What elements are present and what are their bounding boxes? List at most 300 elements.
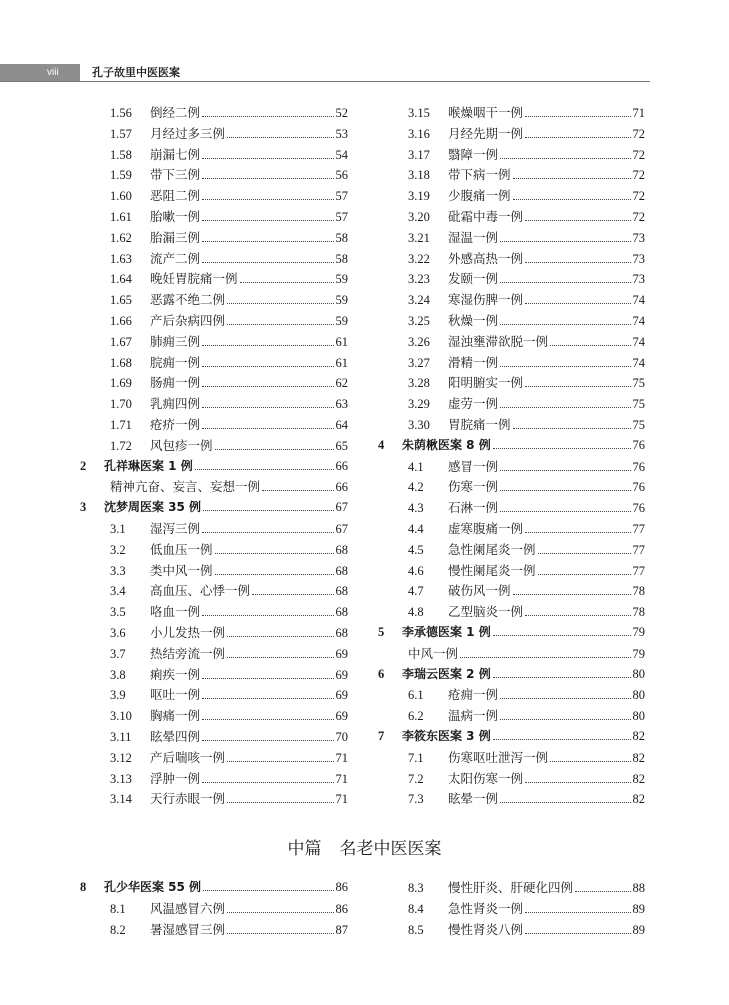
toc-entry[interactable] xyxy=(80,748,348,769)
toc-entry[interactable] xyxy=(80,249,348,270)
toc-entry[interactable] xyxy=(378,394,645,415)
entry-number: 3.15 xyxy=(408,106,430,120)
entry-title: 痢疾一例 xyxy=(150,666,201,682)
entry-number: 1.72 xyxy=(110,438,132,453)
entry-number: 3.21 xyxy=(408,230,430,245)
toc-entry[interactable] xyxy=(378,498,645,519)
entry-title: 李承德医案 1 例 xyxy=(402,624,491,639)
entry-number: 6.1 xyxy=(408,688,424,703)
entry-number: 4.5 xyxy=(408,542,424,557)
dot-leader xyxy=(203,510,333,511)
entry-number: 3.14 xyxy=(110,792,132,807)
entry-page-number: 66 xyxy=(335,458,348,473)
entry-page-number: 68 xyxy=(335,542,348,557)
entry-page-number: 71 xyxy=(335,750,348,765)
entry-number: 7.2 xyxy=(408,771,424,786)
entry-number: 3.5 xyxy=(110,605,126,620)
entry-number: 7.3 xyxy=(408,792,424,807)
dot-leader xyxy=(215,553,334,554)
toc-entry[interactable] xyxy=(80,602,348,623)
toc-entry[interactable] xyxy=(80,228,348,249)
entry-number: 4.4 xyxy=(408,521,424,536)
entry-number: 1.69 xyxy=(110,376,132,391)
entry-number: 3.24 xyxy=(408,293,430,308)
entry-number: 8.1 xyxy=(110,901,126,916)
dot-leader xyxy=(202,116,333,117)
entry-page-number: 80 xyxy=(632,688,645,703)
entry-title: 寒湿伤脾一例 xyxy=(448,292,524,308)
entry-title: 急性肾炎一例 xyxy=(448,900,524,916)
entry-page-number: 77 xyxy=(632,542,645,557)
entry-title: 流产二例 xyxy=(150,250,201,266)
toc-entry[interactable] xyxy=(378,540,645,561)
book-title: 孔子故里中医医案 xyxy=(92,66,180,79)
entry-number: 3.9 xyxy=(110,688,126,703)
dot-leader xyxy=(500,158,630,159)
toc-entry[interactable] xyxy=(80,540,348,561)
entry-page-number: 71 xyxy=(632,106,645,120)
entry-title: 慢性阑尾炎一例 xyxy=(448,562,536,578)
entry-number: 7.1 xyxy=(408,750,424,765)
toc-entry[interactable] xyxy=(378,644,645,665)
entry-title: 虚劳一例 xyxy=(448,396,499,412)
dot-leader xyxy=(525,782,630,783)
entry-title: 恶露不绝二例 xyxy=(150,292,226,308)
toc-column-bottom-left xyxy=(80,878,348,940)
toc-entry[interactable] xyxy=(80,769,348,790)
dot-leader xyxy=(203,890,333,891)
entry-number: 3.2 xyxy=(110,542,126,557)
entry-number: 3.26 xyxy=(408,334,430,349)
entry-number: 7 xyxy=(378,728,385,743)
toc-entry[interactable] xyxy=(80,706,348,727)
dot-leader xyxy=(500,719,630,720)
entry-number: 4.6 xyxy=(408,563,424,578)
toc-entry[interactable] xyxy=(80,644,348,665)
toc-entry[interactable] xyxy=(80,165,348,186)
dot-leader xyxy=(202,386,333,387)
entry-page-number: 59 xyxy=(335,272,348,287)
toc-entry[interactable] xyxy=(378,769,645,790)
entry-page-number: 76 xyxy=(632,480,645,495)
toc-entry[interactable] xyxy=(378,353,645,374)
toc-entry[interactable] xyxy=(378,706,645,727)
entry-number: 3 xyxy=(80,500,87,515)
entry-number: 3.13 xyxy=(110,771,132,786)
entry-title: 崩漏七例 xyxy=(150,146,201,162)
entry-title: 慢性肝炎、肝硬化四例 xyxy=(448,880,574,895)
dot-leader xyxy=(202,428,333,429)
entry-page-number: 72 xyxy=(632,209,645,224)
toc-entry[interactable] xyxy=(378,748,645,769)
entry-title: 孔少华医案 55 例 xyxy=(104,880,202,894)
toc-entry[interactable] xyxy=(80,124,348,145)
toc-entry[interactable] xyxy=(378,519,645,540)
entry-title: 肺痈三例 xyxy=(150,333,201,349)
entry-page-number: 80 xyxy=(632,666,645,681)
entry-number: 1.62 xyxy=(110,230,132,245)
entry-page-number: 77 xyxy=(632,521,645,536)
entry-page-number: 68 xyxy=(335,605,348,620)
entry-title: 脘痈一例 xyxy=(150,354,201,370)
entry-page-number: 71 xyxy=(335,771,348,786)
toc-entry[interactable] xyxy=(378,581,645,602)
entry-number: 8.4 xyxy=(408,901,424,916)
entry-title: 湿温一例 xyxy=(448,229,499,245)
toc-entry[interactable] xyxy=(80,665,348,686)
toc-entry[interactable] xyxy=(80,311,348,332)
entry-title: 虚寒腹痛一例 xyxy=(448,520,524,536)
entry-page-number: 73 xyxy=(632,230,645,245)
entry-page-number: 58 xyxy=(335,230,348,245)
entry-page-number: 89 xyxy=(632,901,645,916)
entry-page-number: 75 xyxy=(632,376,645,391)
dot-leader xyxy=(202,241,333,242)
toc-entry[interactable] xyxy=(80,581,348,602)
dot-leader xyxy=(240,282,334,283)
toc-entry[interactable] xyxy=(80,561,348,582)
dot-leader xyxy=(227,324,333,325)
entry-page-number: 79 xyxy=(632,646,645,661)
entry-title: 产后杂病四例 xyxy=(150,312,226,328)
toc-chapter-entry[interactable] xyxy=(378,665,645,686)
entry-title: 中风一例 xyxy=(408,645,459,661)
toc-entry[interactable] xyxy=(80,145,348,166)
entry-page-number: 74 xyxy=(632,293,645,308)
entry-number: 3.4 xyxy=(110,584,126,599)
entry-page-number: 88 xyxy=(632,881,645,895)
part-title: 名老中医医案 xyxy=(339,839,442,859)
dot-leader xyxy=(513,594,631,595)
entry-page-number: 79 xyxy=(632,624,645,639)
toc-chapter-entry[interactable] xyxy=(80,878,348,899)
entry-title: 石淋一例 xyxy=(448,500,499,516)
entry-page-number: 80 xyxy=(632,709,645,724)
toc-entry[interactable] xyxy=(80,415,348,436)
dot-leader xyxy=(500,698,630,699)
dot-leader xyxy=(513,178,631,179)
toc-column-right xyxy=(378,103,645,810)
dot-leader xyxy=(500,490,630,491)
dot-leader xyxy=(202,345,333,346)
entry-title: 眩晕四例 xyxy=(150,728,201,744)
entry-page-number: 70 xyxy=(335,729,348,744)
entry-number: 3.3 xyxy=(110,563,126,578)
dot-leader xyxy=(525,532,630,533)
entry-title: 少腹痛一例 xyxy=(448,188,511,204)
dot-leader xyxy=(500,366,630,367)
entry-page-number: 64 xyxy=(335,417,348,432)
dot-leader xyxy=(538,553,631,554)
entry-page-number: 61 xyxy=(335,355,348,370)
entry-title: 呕吐一例 xyxy=(150,687,201,703)
entry-number: 3.6 xyxy=(110,625,126,640)
toc-entry[interactable] xyxy=(378,249,645,270)
entry-page-number: 82 xyxy=(632,771,645,786)
entry-title: 眩晕一例 xyxy=(448,791,499,807)
toc-entry[interactable] xyxy=(378,477,645,498)
toc-entry[interactable] xyxy=(378,186,645,207)
toc-entry[interactable] xyxy=(378,228,645,249)
toc-entry[interactable] xyxy=(80,207,348,228)
entry-title: 小儿发热一例 xyxy=(150,624,226,640)
entry-page-number: 73 xyxy=(632,272,645,287)
entry-page-number: 82 xyxy=(632,728,645,743)
entry-page-number: 72 xyxy=(632,147,645,162)
entry-number: 1.67 xyxy=(110,334,132,349)
toc-entry[interactable] xyxy=(80,899,348,920)
entry-number: 4.3 xyxy=(408,501,424,516)
entry-title: 秋燥一例 xyxy=(448,312,499,328)
entry-number: 1.68 xyxy=(110,355,132,370)
entry-title: 胸痛一例 xyxy=(150,708,201,724)
entry-title: 疮疥一例 xyxy=(150,416,201,432)
part-heading xyxy=(0,834,729,859)
entry-number: 3.29 xyxy=(408,397,430,412)
dot-leader xyxy=(500,241,630,242)
toc-entry[interactable] xyxy=(378,165,645,186)
entry-page-number: 68 xyxy=(335,563,348,578)
page-header xyxy=(0,64,650,81)
dot-leader xyxy=(252,594,333,595)
entry-page-number: 75 xyxy=(632,397,645,412)
toc-column-left xyxy=(80,103,348,810)
page-number-tab xyxy=(0,64,80,81)
entry-page-number: 86 xyxy=(335,901,348,916)
dot-leader xyxy=(202,199,333,200)
toc-entry[interactable] xyxy=(378,685,645,706)
dot-leader xyxy=(202,532,333,533)
dot-leader xyxy=(202,740,333,741)
dot-leader xyxy=(202,698,333,699)
entry-title: 精神亢奋、妄言、妄想一例 xyxy=(110,479,261,495)
dot-leader xyxy=(493,635,631,636)
header-rule xyxy=(0,81,650,82)
entry-page-number: 78 xyxy=(632,584,645,599)
entry-page-number: 57 xyxy=(335,189,348,204)
toc-entry[interactable] xyxy=(378,145,645,166)
toc-entry[interactable] xyxy=(80,394,348,415)
toc-entry[interactable] xyxy=(80,477,348,498)
entry-number: 3.12 xyxy=(110,750,132,765)
entry-number: 1.61 xyxy=(110,209,132,224)
toc-entry[interactable] xyxy=(80,920,348,941)
entry-page-number: 75 xyxy=(632,417,645,432)
dot-leader xyxy=(525,386,630,387)
entry-number: 5 xyxy=(378,624,385,639)
entry-number: 3.22 xyxy=(408,251,430,266)
toc-entry[interactable] xyxy=(378,103,645,124)
toc-entry[interactable] xyxy=(378,789,645,810)
entry-number: 2 xyxy=(80,458,87,473)
toc-chapter-entry[interactable] xyxy=(80,498,348,519)
entry-number: 3.23 xyxy=(408,272,430,287)
entry-title: 湿浊壅滞欲脱一例 xyxy=(448,333,549,349)
entry-page-number: 72 xyxy=(632,168,645,183)
toc-entry[interactable] xyxy=(80,290,348,311)
entry-page-number: 69 xyxy=(335,646,348,661)
toc-entry[interactable] xyxy=(378,269,645,290)
toc-entry[interactable] xyxy=(378,561,645,582)
entry-number: 3.16 xyxy=(408,126,430,141)
toc-entry[interactable] xyxy=(378,899,645,920)
toc-entry[interactable] xyxy=(378,920,645,941)
toc-entry[interactable] xyxy=(80,373,348,394)
entry-title: 产后喘咳一例 xyxy=(150,749,226,765)
dot-leader xyxy=(202,178,333,179)
entry-number: 3.25 xyxy=(408,313,430,328)
dot-leader xyxy=(525,116,630,117)
dot-leader xyxy=(493,739,631,740)
entry-title: 高血压、心悸一例 xyxy=(150,583,251,599)
entry-page-number: 59 xyxy=(335,313,348,328)
entry-number: 3.11 xyxy=(110,729,132,744)
entry-title: 暑湿感冒三例 xyxy=(150,921,226,937)
dot-leader xyxy=(227,303,333,304)
entry-title: 带下病一例 xyxy=(448,167,511,183)
entry-title: 晚妊胃脘痛一例 xyxy=(150,271,238,287)
dot-leader xyxy=(227,657,333,658)
toc-entry[interactable] xyxy=(80,332,348,353)
entry-title: 浮肿一例 xyxy=(150,770,201,786)
dot-leader xyxy=(550,761,630,762)
toc-entry[interactable] xyxy=(80,436,348,457)
entry-number: 1.59 xyxy=(110,168,132,183)
toc-chapter-entry[interactable] xyxy=(378,623,645,644)
toc-entry[interactable] xyxy=(80,103,348,124)
dot-leader xyxy=(525,933,630,934)
entry-title: 风温感冒六例 xyxy=(150,900,226,916)
dot-leader xyxy=(202,782,333,783)
entry-page-number: 69 xyxy=(335,688,348,703)
toc-entry[interactable] xyxy=(378,311,645,332)
toc-entry[interactable] xyxy=(378,332,645,353)
entry-title: 伤寒一例 xyxy=(448,479,499,495)
dot-leader xyxy=(500,470,630,471)
entry-title: 孔祥琳医案 1 例 xyxy=(104,458,193,473)
toc-entry[interactable] xyxy=(378,124,645,145)
toc-entry[interactable] xyxy=(378,290,645,311)
dot-leader xyxy=(525,303,630,304)
toc-entry[interactable] xyxy=(378,602,645,623)
page-number: viii xyxy=(47,67,59,78)
entry-number: 4 xyxy=(378,437,385,452)
entry-page-number: 68 xyxy=(335,584,348,599)
entry-title: 肠痈一例 xyxy=(150,375,201,391)
entry-title: 热结旁流一例 xyxy=(150,645,226,661)
entry-title: 胎漏三例 xyxy=(150,229,201,245)
entry-page-number: 59 xyxy=(335,293,348,308)
entry-title: 沈梦周医案 35 例 xyxy=(104,500,202,515)
entry-number: 3.8 xyxy=(110,667,126,682)
entry-page-number: 76 xyxy=(632,437,645,452)
entry-page-number: 57 xyxy=(335,209,348,224)
dot-leader xyxy=(202,366,333,367)
entry-title: 李筱东医案 3 例 xyxy=(402,728,491,743)
toc-entry[interactable] xyxy=(80,789,348,810)
toc-column-bottom-right xyxy=(378,878,645,940)
entry-page-number: 67 xyxy=(335,500,348,515)
entry-page-number: 54 xyxy=(335,147,348,162)
entry-page-number: 63 xyxy=(335,397,348,412)
dot-leader xyxy=(195,469,334,470)
entry-title: 阳明腑实一例 xyxy=(448,375,524,391)
entry-title: 月经先期一例 xyxy=(448,125,524,141)
entry-title: 疮痈一例 xyxy=(448,687,499,703)
entry-number: 1.56 xyxy=(110,106,132,120)
toc-entry[interactable] xyxy=(378,415,645,436)
toc-entry[interactable] xyxy=(80,623,348,644)
toc-entry[interactable] xyxy=(378,207,645,228)
dot-leader xyxy=(538,574,631,575)
dot-leader xyxy=(493,448,631,449)
entry-title: 朱荫楸医案 8 例 xyxy=(402,437,491,452)
entry-number: 6 xyxy=(378,666,385,681)
dot-leader xyxy=(202,407,333,408)
entry-page-number: 72 xyxy=(632,189,645,204)
entry-page-number: 78 xyxy=(632,605,645,620)
entry-number: 3.27 xyxy=(408,355,430,370)
toc-entry[interactable] xyxy=(378,878,645,899)
dot-leader xyxy=(500,324,630,325)
entry-title: 咯血一例 xyxy=(150,604,201,620)
dot-leader xyxy=(202,220,333,221)
entry-page-number: 74 xyxy=(632,355,645,370)
toc-chapter-entry[interactable] xyxy=(80,457,348,478)
entry-page-number: 82 xyxy=(632,792,645,807)
part-label: 中篇 xyxy=(287,839,322,859)
entry-title: 带下三例 xyxy=(150,167,201,183)
entry-number: 1.60 xyxy=(110,189,132,204)
toc-entry[interactable] xyxy=(80,186,348,207)
dot-leader xyxy=(202,719,333,720)
dot-leader xyxy=(493,677,631,678)
dot-leader xyxy=(227,761,333,762)
toc-chapter-entry[interactable] xyxy=(378,727,645,748)
entry-number: 3.28 xyxy=(408,376,430,391)
entry-title: 急性阑尾炎一例 xyxy=(448,541,536,557)
entry-page-number: 66 xyxy=(335,480,348,495)
toc-entry[interactable] xyxy=(378,457,645,478)
toc-entry[interactable] xyxy=(80,519,348,540)
entry-page-number: 62 xyxy=(335,376,348,391)
toc-entry[interactable] xyxy=(80,685,348,706)
entry-number: 8 xyxy=(80,880,87,894)
toc-entry[interactable] xyxy=(80,727,348,748)
entry-number: 1.65 xyxy=(110,293,132,308)
dot-leader xyxy=(262,490,333,491)
dot-leader xyxy=(500,802,630,803)
dot-leader xyxy=(460,657,630,658)
dot-leader xyxy=(215,574,334,575)
entry-number: 3.7 xyxy=(110,646,126,661)
entry-number: 1.63 xyxy=(110,251,132,266)
dot-leader xyxy=(513,428,631,429)
dot-leader xyxy=(227,912,333,913)
toc-entry[interactable] xyxy=(80,353,348,374)
dot-leader xyxy=(202,158,333,159)
toc-chapter-entry[interactable] xyxy=(378,436,645,457)
entry-number: 3.17 xyxy=(408,147,430,162)
entry-page-number: 82 xyxy=(632,750,645,765)
entry-number: 3.20 xyxy=(408,209,430,224)
dot-leader xyxy=(500,511,630,512)
entry-title: 李瑞云医案 2 例 xyxy=(402,666,491,681)
toc-entry[interactable] xyxy=(80,269,348,290)
entry-number: 4.1 xyxy=(408,459,424,474)
entry-title: 恶阻二例 xyxy=(150,188,201,204)
toc-entry[interactable] xyxy=(378,373,645,394)
